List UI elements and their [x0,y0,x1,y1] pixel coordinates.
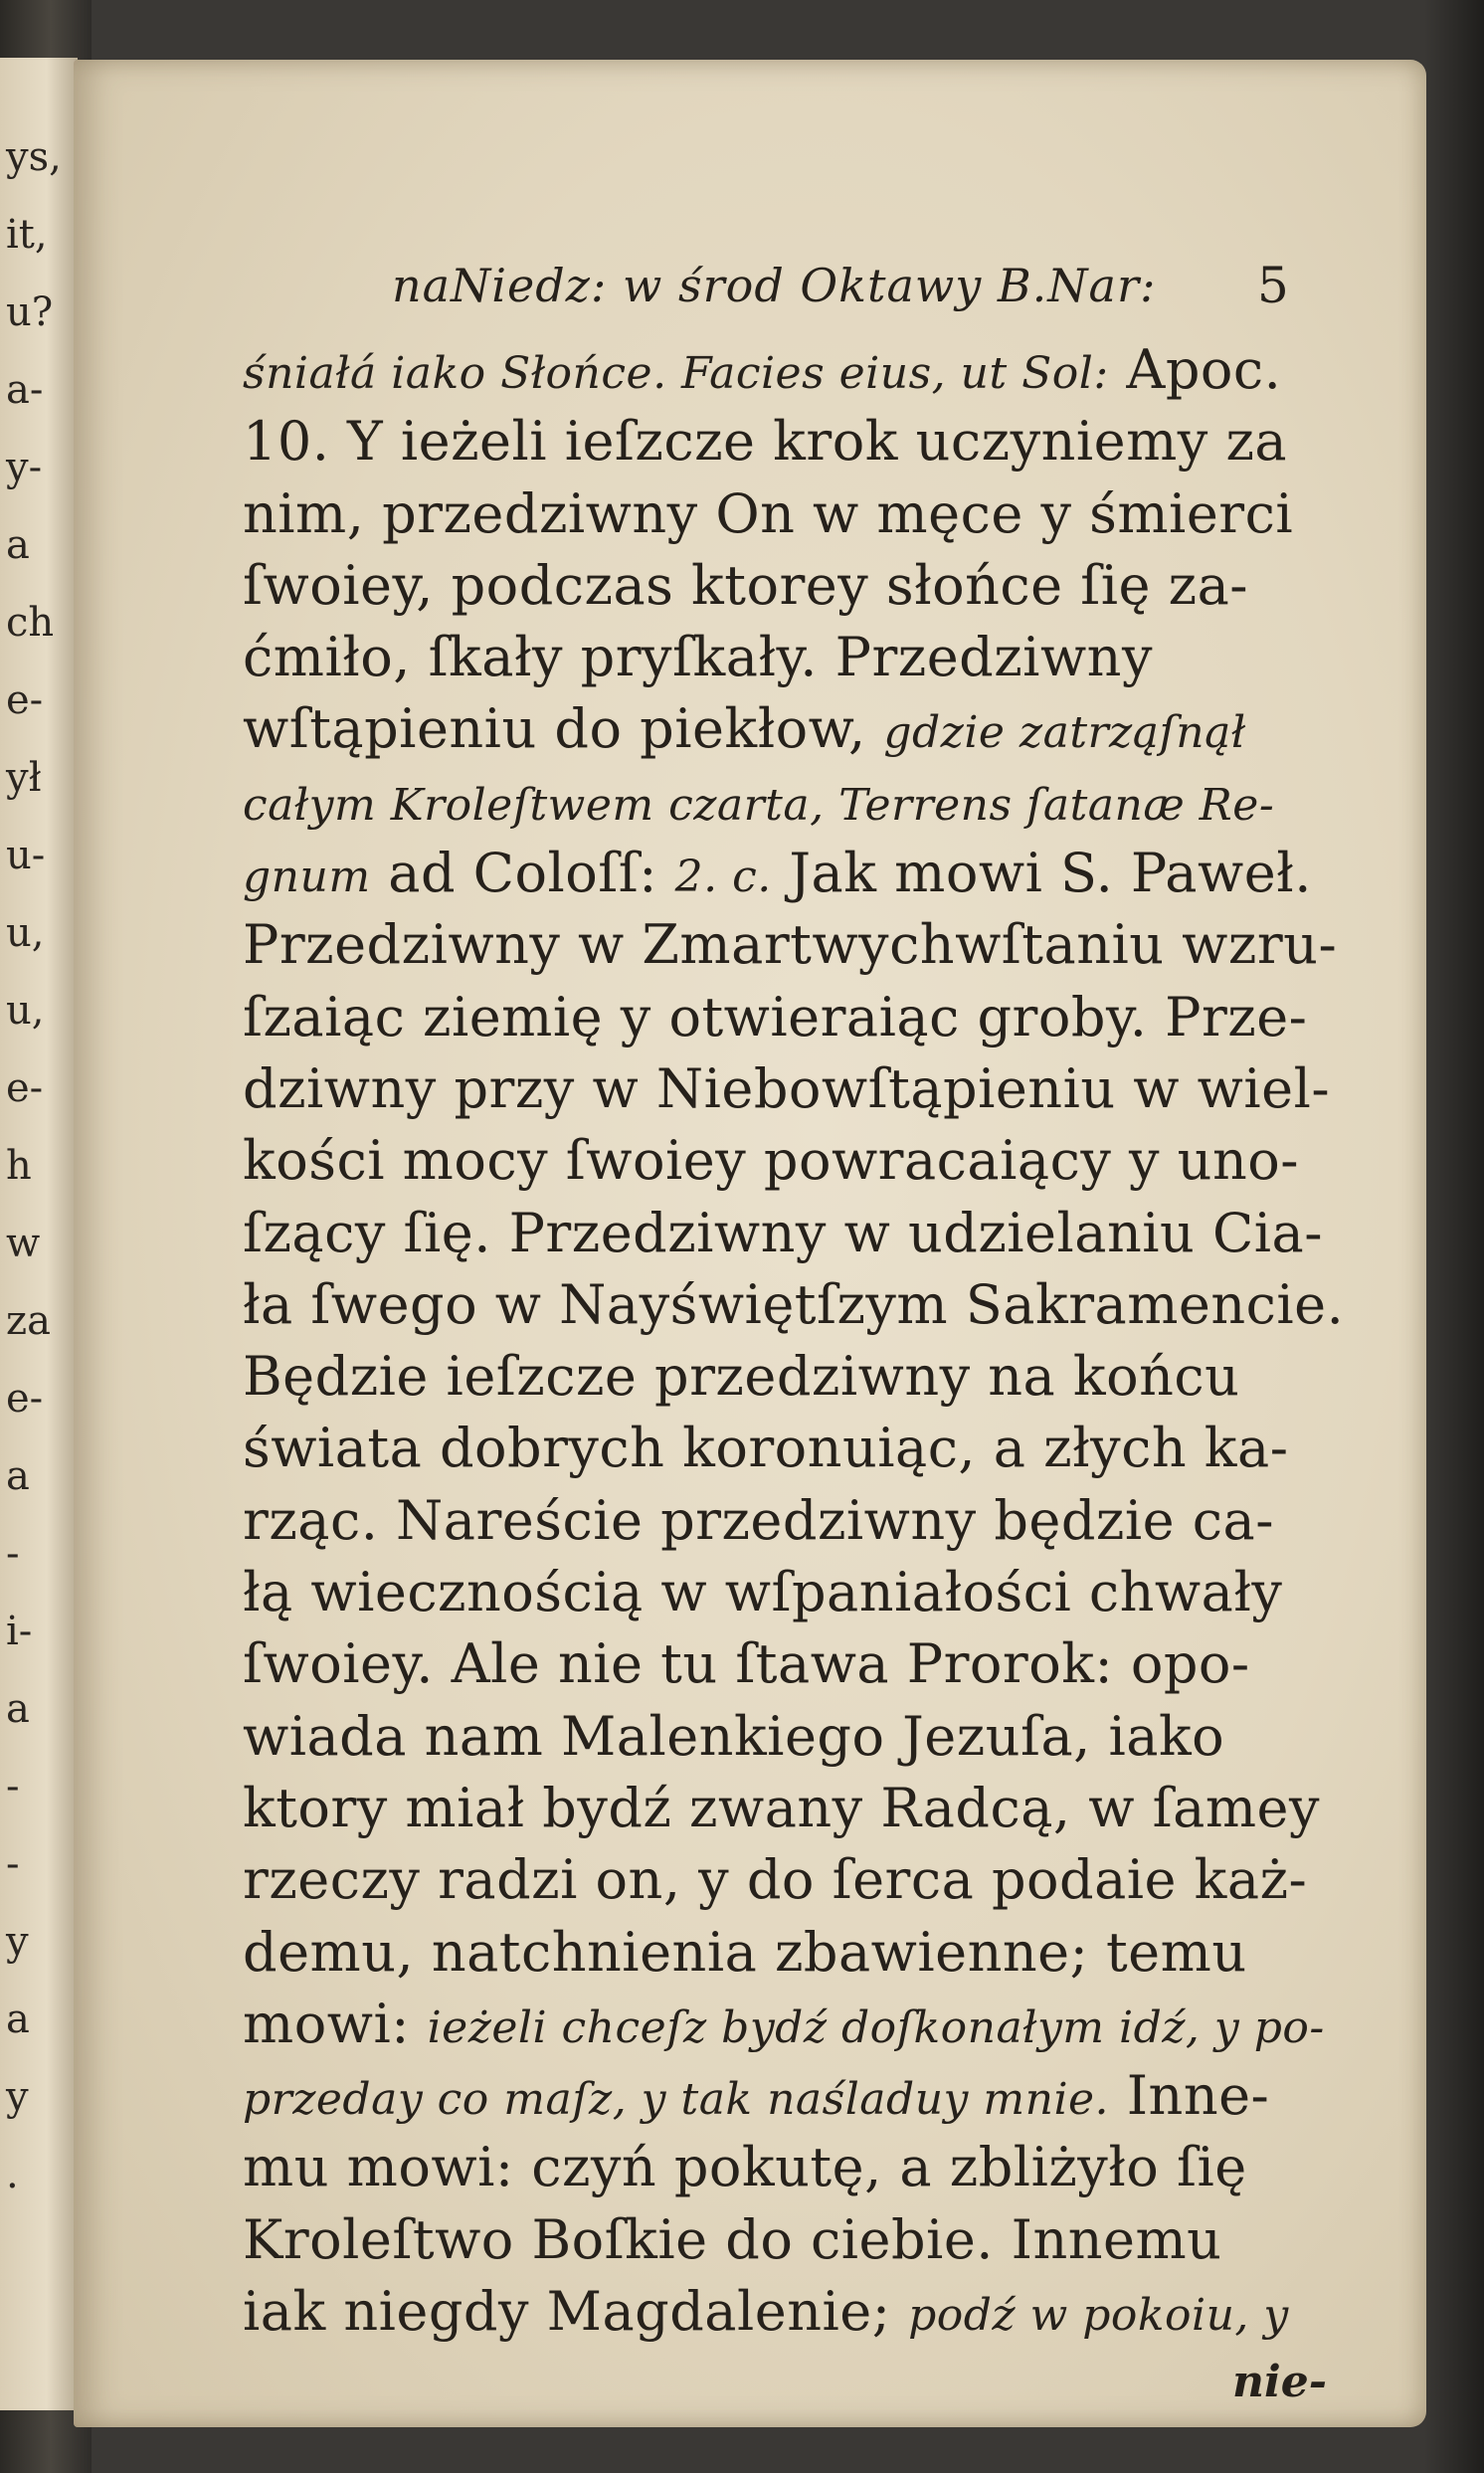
facing-page-fragment: za [6,1298,51,1344]
text-line [243,478,1387,550]
facing-page-fragment: a [6,1686,30,1732]
text-line [243,766,1387,838]
text-run: wiada nam Malenkiego Jezuſa, iako [243,1704,1225,1768]
text-run: ſwoiey, podczas ktorey słońce ſię za- [243,553,1249,617]
text-run: mowi: [243,1992,428,2055]
text-run: Jak mowi S. Paweł. [771,842,1312,905]
page-number: 5 [1257,257,1289,314]
facing-page-fragment: w [6,1221,41,1266]
text-run: 10. Y ieżeli ieſzcze krok uczyniemy za [243,410,1288,474]
text-run: ktory miał bydź zwany Radcą, w ſamey [243,1776,1320,1839]
facing-page-fragment: e- [6,677,44,723]
text-line [243,1773,1387,1844]
text-line [243,622,1387,693]
facing-page-fragment: ch [6,600,55,646]
text-run: ad Coloſſ: [370,842,675,905]
body-text [243,334,1387,2348]
text-block [243,249,1387,2417]
text-run: kości mocy ſwoiey powracaiący y uno- [243,1129,1299,1193]
text-line [243,2276,1387,2348]
text-run: Apoc. [1108,338,1282,401]
text-run: wſtąpieniu do piekłow, [243,697,884,761]
facing-page-fragment: u- [6,833,46,878]
text-run: rzeczy radzi on, y do ſerca podaie każ- [243,1848,1308,1912]
facing-page-fragment: - [6,1764,20,1809]
italic-run: śniałá iako Słońce. Facies eius, ut Sol: [243,348,1109,399]
text-line [243,1701,1387,1773]
text-run: łą wiecznością w wſpaniałości chwały [243,1561,1283,1624]
text-run: demu, natchnienia zbawienne; temu [243,1920,1247,1984]
text-run: ćmiło, ſkały pryſkały. Przedziwny [243,626,1153,689]
text-line [243,693,1387,765]
italic-run: podź w pokoiu, y [908,2290,1289,2342]
page-header [243,249,1387,328]
running-head: naNiedz: w środ Oktawy B.Nar: [392,259,1157,312]
text-line [243,1269,1387,1341]
facing-page-fragment: a- [6,367,44,413]
facing-page-fragment: . [6,2152,19,2197]
catchword: nie- [1232,2357,1327,2408]
text-line [243,1628,1387,1700]
text-line [243,1053,1387,1125]
italic-run: gdzie zatrząſnął [883,707,1246,759]
text-line [243,1485,1387,1557]
facing-page-fragment: a [6,1453,30,1499]
facing-page-fragment: ył [6,755,42,801]
text-run: dziwny przy w Niebowſtąpieniu w wiel- [243,1056,1331,1120]
text-run: świata dobrych koronuiąc, a złych ka- [243,1417,1289,1480]
facing-page-fragment: u, [6,988,45,1034]
text-run: ſwoiey. Ale nie tu ſtawa Prorok: opo- [243,1632,1250,1696]
text-line [243,2132,1387,2203]
facing-page-fragment: - [6,1841,20,1887]
facing-page-fragment: i- [6,1609,33,1654]
facing-page-fragment: h [6,1143,32,1189]
italic-run: gnum [243,852,371,903]
text-run: Inne- [1109,2064,1270,2128]
italic-run: przeday co maſz, y tak naśladuy mnie. [243,2074,1110,2126]
text-line [243,1989,1387,2060]
scanner-bed-edge [1424,0,1484,2473]
facing-page-fragment: - [6,1531,20,1577]
facing-page-fragment: e- [6,1065,44,1111]
text-run: iak niegdy Magdalenie; [243,2280,909,2344]
text-line [243,909,1387,981]
text-run: Przedziwny w Zmartwychwſtaniu wzru- [243,913,1338,977]
facing-page-fragment: y [6,2074,29,2120]
text-line [243,550,1387,622]
text-line [243,1557,1387,1628]
italic-run: całym Kroleſtwem czarta, Terrens ſatanæ Re- [243,779,1275,831]
text-line [243,1341,1387,1413]
italic-run: ieżeli chceſz bydź doſkonałym idź, y po- [427,2001,1325,2053]
facing-page-fragment: e- [6,1376,44,1422]
text-run: ſzący ſię. Przedziwny w udzielaniu Cia- [243,1201,1323,1264]
text-run: Kroleſtwo Boſkie do ciebie. Innemu [243,2207,1222,2271]
previous-page-edge [0,58,78,2410]
text-line [243,1917,1387,1989]
text-run: ła ſwego w Nayświętſzym Sakramencie. [243,1272,1345,1336]
facing-page-fragment: ys, [6,134,62,180]
text-line [243,982,1387,1053]
facing-page-fragment: y- [6,445,43,490]
facing-page-fragment: u, [6,910,45,956]
text-line [243,1413,1387,1484]
text-line [243,406,1387,477]
facing-page-fragment: a [6,1997,30,2042]
text-line [243,334,1387,406]
facing-page-fragment: y [6,1919,29,1965]
text-run: nim, przedziwny On w męce y śmierci [243,481,1294,545]
text-run: ſzaiąc ziemię y otwieraiąc groby. Prze- [243,985,1308,1048]
text-run: mu mowi: czyń pokutę, a zbliżyło ſię [243,2136,1247,2199]
facing-page-fragment: it, [6,212,48,258]
text-line [243,1844,1387,1916]
facing-page-fragment: u? [6,289,54,335]
text-line [243,2060,1387,2132]
text-run: Będzie ieſzcze przedziwny na końcu [243,1345,1240,1409]
text-line [243,1125,1387,1197]
text-run: rząc. Nareście przedziwny będzie ca- [243,1488,1274,1552]
italic-run: 2. c. [674,852,772,903]
text-line [243,2204,1387,2276]
facing-page-fragment: a [6,522,30,568]
page-sheet [74,60,1426,2427]
text-line [243,1198,1387,1269]
text-line [243,838,1387,909]
